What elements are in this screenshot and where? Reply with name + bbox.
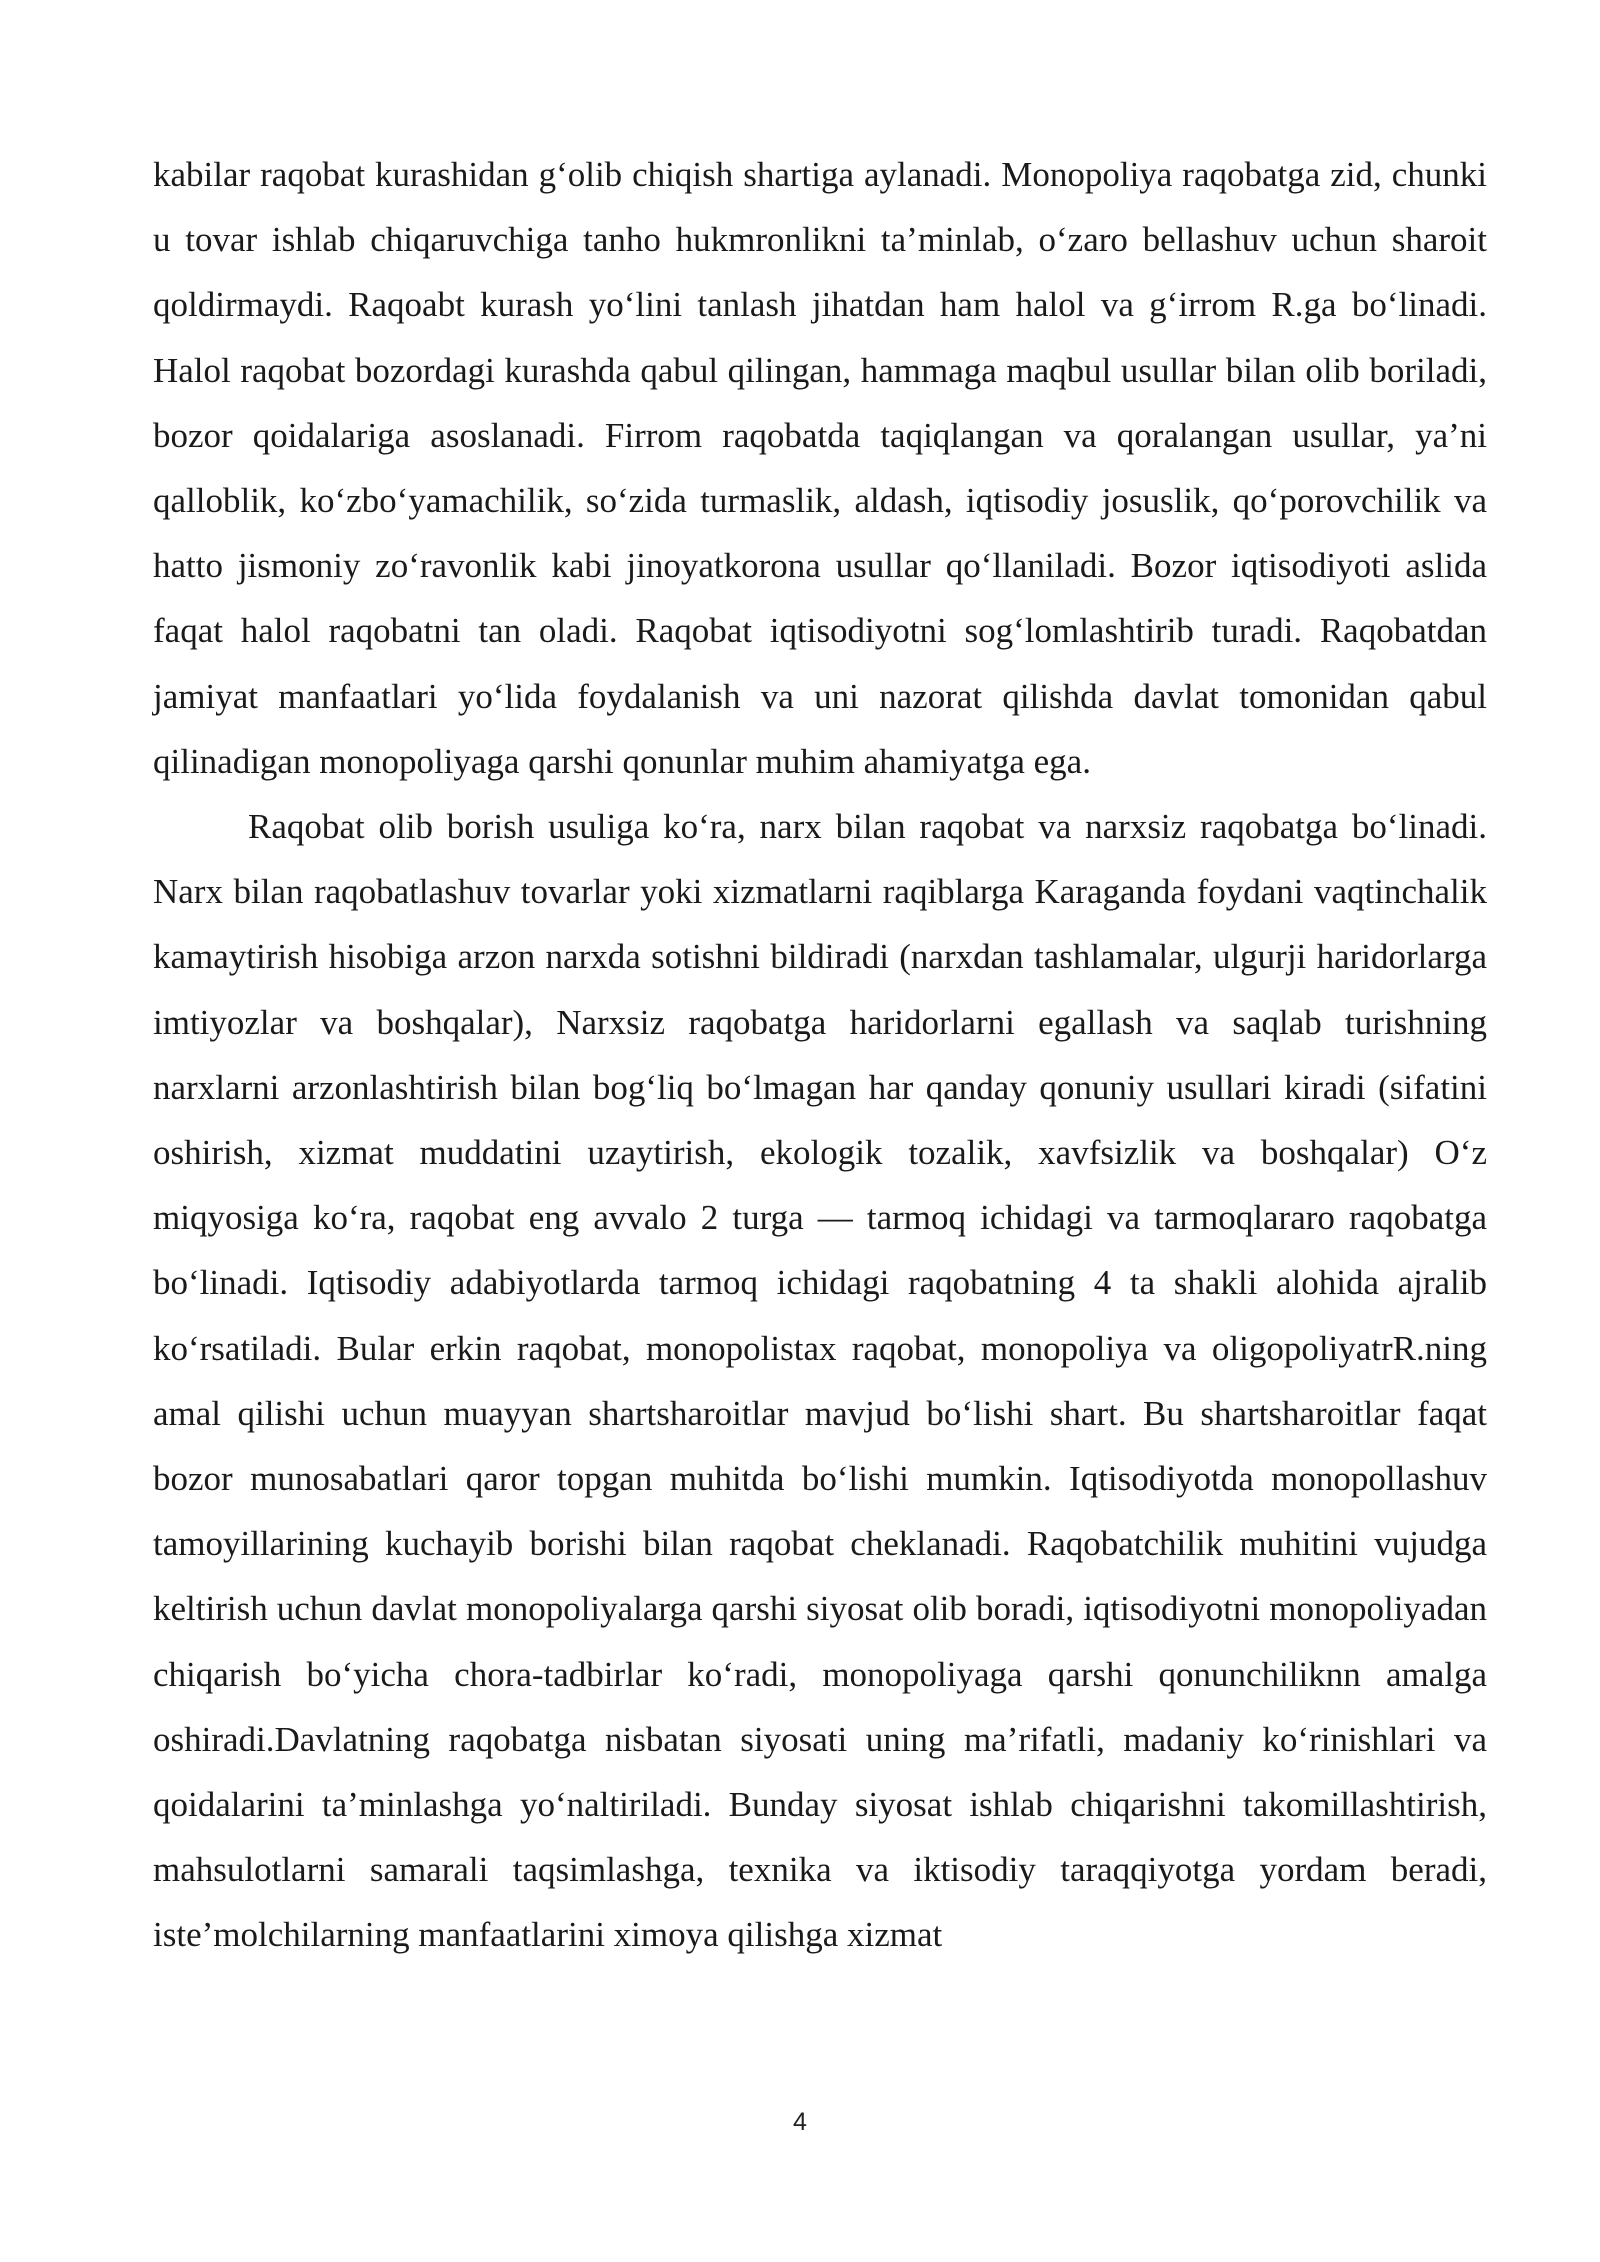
body-text <box>153 142 1487 1968</box>
page-number: 4 <box>793 2108 807 2136</box>
paragraph-2: Raqobat olib borish usuliga ko‘ra, narx bilan raqobat va narxsiz raqobatga bo‘linadi. Narx bilan raqobatlashuv tovarlar yoki xizmatlarni raqiblarga Karaganda foydani vaqtinchalik kamaytirish hisobiga arzon narxda sotishni bildiradi (narxdan tashlamalar, ulgurji haridorlarga imtiyozlar va boshqalar), Narxsiz raqobatga haridorlarni egallash va saqlab turishning narxlarni arzonlashtirish bilan bog‘liq bo‘lmagan har qanday qonuniy usullari kiradi (sifatini oshirish, xizmat muddatini uzaytirish, ekologik tozalik, xavfsizlik va boshqalar) O‘z miqyosiga ko‘ra, raqobat eng avvalo 2 turga — tarmoq ichidagi va tarmoqlararo raqobatga bo‘linadi. Iqtisodiy adabiyotlarda tarmoq ichidagi raqobatning 4 ta shakli alohida ajralib ko‘rsatiladi. Bular erkin raqobat, monopolistax raqobat, monopoliya va oligopoliyatrR.ning amal qilishi uchun muayyan shartsharoitlar mavjud bo‘lishi shart. Bu shartsharoitlar faqat bozor munosabatlari qaror topgan muhitda bo‘lishi mumkin. Iqtisodiyotda monopollashuv tamoyillarining kuchayib borishi bilan raqobat cheklanadi. Raqobatchilik muhitini vujudga keltirish uchun davlat monopoliyalarga qarshi siyosat olib boradi, iqtisodiyotni monopoliyadan chiqarish bo‘yicha chora-tadbirlar ko‘radi, monopoliyaga qarshi qonunchiliknn amalga oshiradi.Davlatning raqobatga nisbatan siyosati uning ma’rifatli, madaniy ko‘rinishlari va qoidalarini ta’minlashga yo‘naltiriladi. Bunday siyosat ishlab chiqarishni takomillashtirish, mahsulotlarni samarali taqsimlashga, texnika va iktisodiy taraqqiyotga yordam beradi, iste’molchilarning manfaatlarini ximoya qilishga xizmat <box>153 807 1487 1955</box>
paragraph-1: kabilar raqobat kurashidan g‘olib chiqish shartiga aylanadi. Monopoliya raqobatga zid, chunki u tovar ishlab chiqaruvchiga tanho hukmronlikni ta’minlab, o‘zaro bellashuv uchun sharoit qoldirmaydi. Raqoabt kurash yo‘lini tanlash jihatdan ham halol va g‘irrom R.ga bo‘linadi. Halol raqobat bozordagi kurashda qabul qilingan, hammaga maqbul usullar bilan olib boriladi, bozor qoidalariga asoslanadi. Firrom raqobatda taqiqlangan va qoralangan usullar, ya’ni qalloblik, ko‘zbo‘yamachilik, so‘zida turmaslik, aldash, iqtisodiy josuslik, qo‘porovchilik va hatto jismoniy zo‘ravonlik kabi jinoyatkorona usullar qo‘llaniladi. Bozor iqtisodiyoti aslida faqat halol raqobatni tan oladi. Raqobat iqtisodiyotni sog‘lomlashtirib turadi. Raqobatdan jamiyat manfaatlari yo‘lida foydalanish va uni nazorat qilishda davlat tomonidan qabul qilinadigan monopoliyaga qarshi qonunlar muhim ahamiyatga ega. <box>153 155 1487 781</box>
